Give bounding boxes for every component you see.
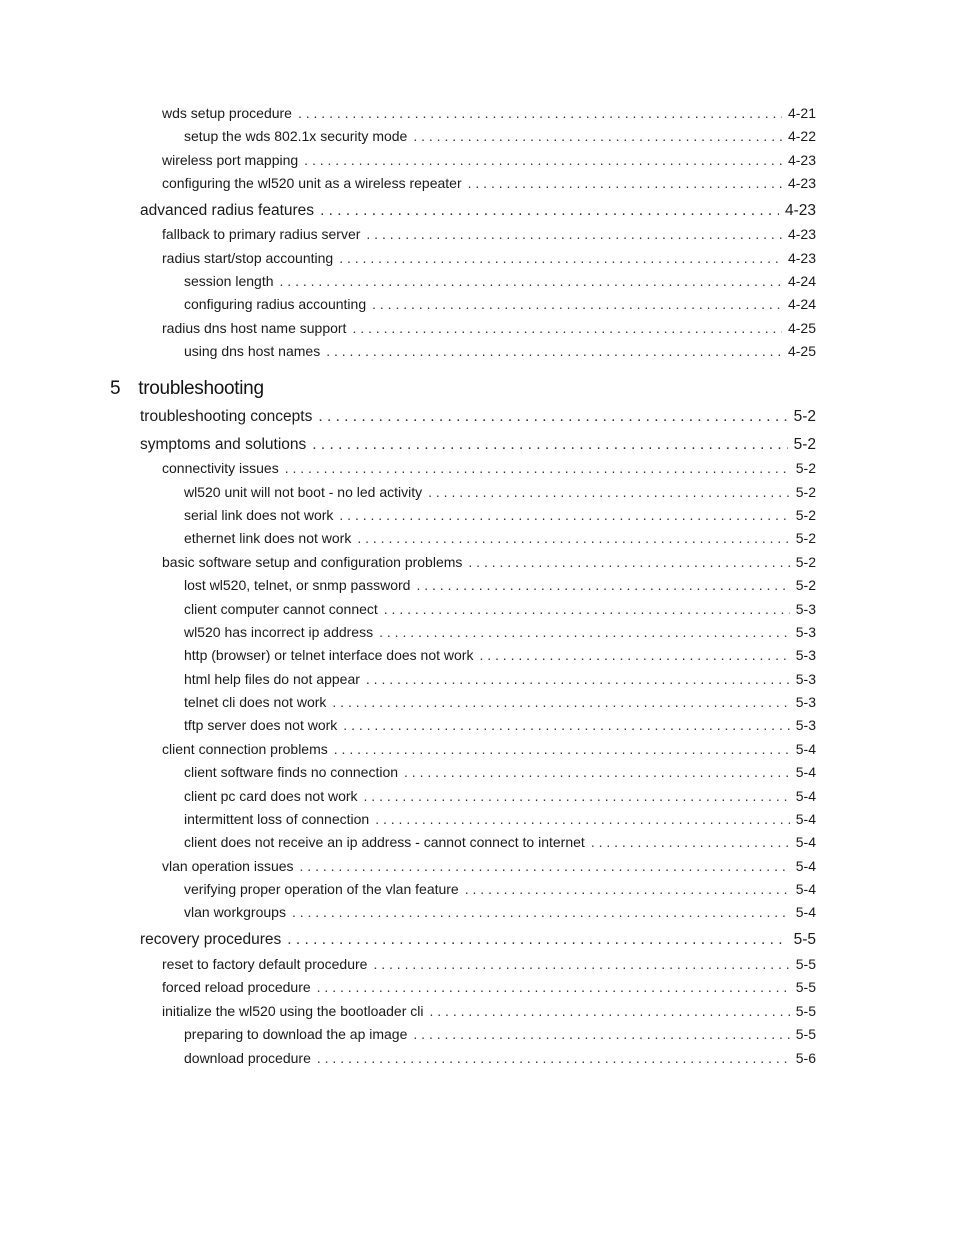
- toc-entry[interactable]: [184, 484, 816, 500]
- toc-entry-title: ethernet link does not work: [184, 530, 352, 546]
- toc-entry-title: using dns host names: [184, 343, 321, 359]
- toc-entry-title: lost wl520, telnet, or snmp password: [184, 577, 411, 593]
- dot-leader: [317, 1050, 790, 1066]
- dot-leader: [343, 717, 789, 733]
- toc-entry[interactable]: [184, 343, 816, 359]
- toc-entry-title: symptoms and solutions: [140, 436, 307, 453]
- dot-leader: [352, 320, 782, 336]
- dot-leader: [468, 175, 782, 191]
- toc-entry-title: wl520 unit will not boot - no led activity: [184, 484, 423, 500]
- toc-entry[interactable]: [162, 979, 816, 995]
- toc-entry[interactable]: [184, 624, 816, 640]
- toc-entry-page: 5-4: [795, 834, 816, 850]
- toc-entry-page: 5-3: [795, 647, 816, 663]
- toc-entry[interactable]: [184, 507, 816, 523]
- toc-entry-title: reset to factory default procedure: [162, 956, 368, 972]
- toc-entry-page: 4-21: [787, 105, 816, 121]
- toc-entry[interactable]: [184, 530, 816, 546]
- toc-entry[interactable]: [184, 273, 816, 289]
- toc-entry-page: 5-4: [795, 858, 816, 874]
- toc-entry-page: 5-4: [795, 904, 816, 920]
- toc-entry-page: 5-2: [795, 554, 816, 570]
- dot-leader: [326, 343, 782, 359]
- toc-entry-title: client software finds no connection: [184, 764, 399, 780]
- toc-entry[interactable]: [162, 554, 816, 570]
- toc-entry-title: connectivity issues: [162, 460, 279, 476]
- toc-entry-title: telnet cli does not work: [184, 694, 327, 710]
- toc-entry-title: recovery procedures: [140, 931, 282, 948]
- toc-entry-title: intermittent loss of connection: [184, 811, 370, 827]
- dot-leader: [317, 979, 790, 995]
- toc-entry-title: session length: [184, 273, 274, 289]
- toc-entry-page: 5-3: [795, 694, 816, 710]
- dot-leader: [332, 694, 789, 710]
- toc-entry-page: 5-2: [793, 408, 816, 425]
- dot-leader: [287, 931, 787, 949]
- toc-entry-title: html help files do not appear: [184, 671, 360, 687]
- toc-entry-title: configuring radius accounting: [184, 296, 367, 312]
- toc-entry[interactable]: [184, 296, 816, 312]
- toc-entry[interactable]: [184, 881, 816, 897]
- toc-entry-page: 5-4: [795, 881, 816, 897]
- toc-entry-page: 5-4: [795, 788, 816, 804]
- toc-entry-page: 4-25: [787, 343, 816, 359]
- toc-entry[interactable]: [162, 741, 816, 757]
- toc-entry-title: client computer cannot connect: [184, 601, 378, 617]
- toc-entry[interactable]: [162, 320, 816, 336]
- dot-leader: [364, 788, 790, 804]
- dot-leader: [430, 1003, 790, 1019]
- dot-leader: [304, 152, 782, 168]
- toc-entry[interactable]: [184, 788, 816, 804]
- toc-entry-page: 5-5: [793, 931, 816, 948]
- toc-entry-page: 5-4: [795, 811, 816, 827]
- toc-entry[interactable]: [184, 694, 816, 710]
- toc-entry[interactable]: [162, 460, 816, 476]
- toc-entry-page: 5-3: [795, 624, 816, 640]
- toc-entry-title: initialize the wl520 using the bootloader cli: [162, 1003, 424, 1019]
- toc-entry-page: 5-5: [795, 979, 816, 995]
- toc-entry-page: 5-2: [795, 530, 816, 546]
- dot-leader: [413, 128, 782, 144]
- toc-entry-title: wds setup procedure: [162, 105, 292, 121]
- toc-entry[interactable]: [162, 152, 816, 168]
- dot-leader: [404, 764, 790, 780]
- toc-entry-title: download procedure: [184, 1050, 311, 1066]
- toc-entry[interactable]: [184, 834, 816, 850]
- toc-entry-title: client does not receive an ip address - cannot connect to internet: [184, 834, 585, 850]
- toc-entry-page: 5-2: [795, 460, 816, 476]
- toc-entry-page: 5-2: [795, 484, 816, 500]
- toc-entry[interactable]: [184, 671, 816, 687]
- toc-entry-title: preparing to download the ap image: [184, 1026, 408, 1042]
- dot-leader: [298, 105, 782, 121]
- dot-leader: [312, 436, 787, 454]
- dot-leader: [413, 1026, 789, 1042]
- toc-entry-page: 4-23: [787, 226, 816, 242]
- dot-leader: [357, 530, 789, 546]
- toc-entry[interactable]: [162, 226, 816, 242]
- toc-entry[interactable]: [184, 577, 816, 593]
- toc-entry-title: client connection problems: [162, 741, 328, 757]
- toc-entry-title: tftp server does not work: [184, 717, 338, 733]
- chapter-number: 5: [110, 378, 121, 399]
- toc-entry-page: 5-3: [795, 671, 816, 687]
- toc-entry-title: setup the wds 802.1x security mode: [184, 128, 408, 144]
- toc-entry[interactable]: [184, 1050, 816, 1066]
- dot-leader: [285, 460, 790, 476]
- toc-entry-page: 5-5: [795, 1003, 816, 1019]
- dot-leader: [375, 811, 790, 827]
- dot-leader: [479, 647, 789, 663]
- chapter-heading[interactable]: [110, 378, 264, 400]
- toc-entry-page: 5-5: [795, 1026, 816, 1042]
- toc-entry-page: 5-3: [795, 601, 816, 617]
- toc-entry[interactable]: [140, 436, 816, 454]
- toc-entry[interactable]: [184, 764, 816, 780]
- toc-entry[interactable]: [162, 175, 816, 191]
- toc-entry-title: serial link does not work: [184, 507, 334, 523]
- dot-leader: [318, 408, 787, 426]
- toc-entry-page: 5-4: [795, 764, 816, 780]
- toc-entry-page: 5-6: [795, 1050, 816, 1066]
- toc-entry[interactable]: [162, 956, 816, 972]
- chapter-title: troubleshooting: [138, 378, 264, 399]
- dot-leader: [366, 226, 782, 242]
- toc-entry[interactable]: [184, 601, 816, 617]
- toc-entry-title: fallback to primary radius server: [162, 226, 361, 242]
- dot-leader: [339, 507, 789, 523]
- toc-entry-title: troubleshooting concepts: [140, 408, 313, 425]
- dot-leader: [379, 624, 790, 640]
- dot-leader: [428, 484, 790, 500]
- toc-entry-title: client pc card does not work: [184, 788, 358, 804]
- toc-entry-page: 4-25: [787, 320, 816, 336]
- toc-entry-title: configuring the wl520 unit as a wireless repeater: [162, 175, 462, 191]
- toc-entry-title: forced reload procedure: [162, 979, 311, 995]
- dot-leader: [372, 296, 782, 312]
- dot-leader: [300, 858, 790, 874]
- toc-entry[interactable]: [162, 858, 816, 874]
- toc-entry[interactable]: [184, 811, 816, 827]
- dot-leader: [339, 250, 782, 266]
- toc-entry-title: radius dns host name support: [162, 320, 347, 336]
- toc-entry[interactable]: [140, 202, 816, 220]
- dot-leader: [416, 577, 789, 593]
- toc-entry-page: 4-24: [787, 296, 816, 312]
- toc-entry[interactable]: [162, 105, 816, 121]
- dot-leader: [373, 956, 789, 972]
- toc-entry-title: vlan operation issues: [162, 858, 294, 874]
- toc-entry-page: 4-23: [787, 250, 816, 266]
- toc-entry-title: vlan workgroups: [184, 904, 286, 920]
- dot-leader: [292, 904, 790, 920]
- dot-leader: [384, 601, 790, 617]
- toc-entry[interactable]: [162, 1003, 816, 1019]
- toc-entry-page: 4-23: [787, 175, 816, 191]
- toc-entry-page: 4-22: [787, 128, 816, 144]
- toc-entry-title: wl520 has incorrect ip address: [184, 624, 374, 640]
- toc-entry-page: 4-23: [787, 152, 816, 168]
- toc-entry-title: http (browser) or telnet interface does not work: [184, 647, 474, 663]
- dot-leader: [366, 671, 790, 687]
- dot-leader: [280, 273, 782, 289]
- toc-entry-title: basic software setup and configuration problems: [162, 554, 463, 570]
- toc-entry[interactable]: [184, 1026, 816, 1042]
- toc-entry[interactable]: [184, 717, 816, 733]
- toc-entry[interactable]: [140, 931, 816, 949]
- toc-entry-page: 4-24: [787, 273, 816, 289]
- toc-entry[interactable]: [140, 408, 816, 426]
- toc-entry-page: 5-2: [795, 577, 816, 593]
- toc-entry-page: 5-2: [793, 436, 816, 453]
- toc-entry-title: wireless port mapping: [162, 152, 299, 168]
- toc-entry[interactable]: [184, 904, 816, 920]
- dot-leader: [465, 881, 790, 897]
- toc-entry[interactable]: [162, 250, 816, 266]
- dot-leader: [591, 834, 790, 850]
- toc-entry-title: advanced radius features: [140, 202, 315, 219]
- dot-leader: [320, 202, 779, 220]
- dot-leader: [468, 554, 789, 570]
- toc-entry[interactable]: [184, 128, 816, 144]
- dot-leader: [334, 741, 790, 757]
- toc-entry-page: 5-4: [795, 741, 816, 757]
- toc-entry-page: 5-3: [795, 717, 816, 733]
- toc-entry-title: verifying proper operation of the vlan feature: [184, 881, 459, 897]
- toc-entry-page: 5-5: [795, 956, 816, 972]
- toc-entry[interactable]: [184, 647, 816, 663]
- toc-entry-page: 5-2: [795, 507, 816, 523]
- toc-entry-title: radius start/stop accounting: [162, 250, 334, 266]
- toc-entry-page: 4-23: [784, 202, 816, 219]
